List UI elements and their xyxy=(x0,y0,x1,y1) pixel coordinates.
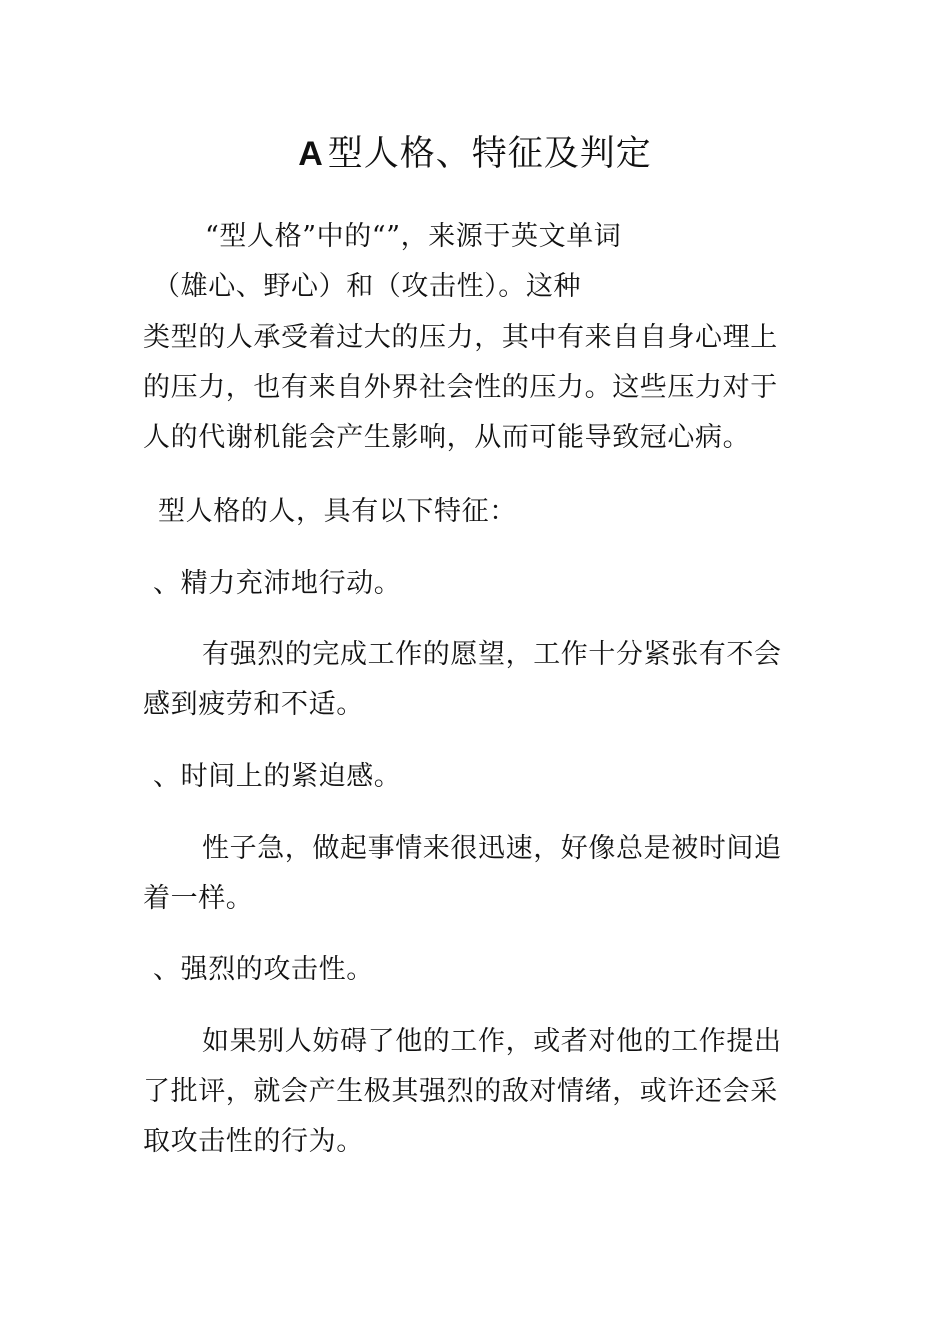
feature-2-detail-line-1: 性子急，做起事情来很迅速，好像总是被时间追 xyxy=(202,833,782,864)
document-title xyxy=(0,128,950,180)
paragraph-intro-line-5: 人的代谢机能会产生影响，从而可能导致冠心病。 xyxy=(143,422,751,453)
title-type-letter: A xyxy=(298,135,324,173)
feature-2-heading: 、时间上的紧迫感。 xyxy=(153,761,402,792)
features-heading: 型人格的人，具有以下特征： xyxy=(158,496,517,527)
feature-3-heading: 、强烈的攻击性。 xyxy=(153,954,374,985)
paragraph-intro-line-4: 的压力，也有来自外界社会性的压力。这些压力对于 xyxy=(143,372,778,403)
feature-1-detail-line-2: 感到疲劳和不适。 xyxy=(143,689,364,720)
title-text: 型人格、特征及判定 xyxy=(327,134,652,174)
feature-3-detail-line-3: 取攻击性的行为。 xyxy=(143,1126,364,1157)
paragraph-intro-line-3: 类型的人承受着过大的压力，其中有来自自身心理上 xyxy=(143,322,778,353)
feature-3-detail-line-2: 了批评，就会产生极其强烈的敌对情绪，或许还会采 xyxy=(143,1076,778,1107)
paragraph-intro-line-2: （雄心、野心）和（攻击性）。这种 xyxy=(153,271,582,302)
paragraph-intro-line-1: “型人格”中的“”，来源于英文单词 xyxy=(205,221,622,252)
feature-1-heading: 、精力充沛地行动。 xyxy=(153,568,402,599)
feature-2-detail-line-2: 着一样。 xyxy=(143,883,254,914)
feature-3-detail-line-1: 如果别人妨碍了他的工作，或者对他的工作提出 xyxy=(202,1026,782,1057)
feature-1-detail-line-1: 有强烈的完成工作的愿望，工作十分紧张有不会 xyxy=(202,639,782,670)
